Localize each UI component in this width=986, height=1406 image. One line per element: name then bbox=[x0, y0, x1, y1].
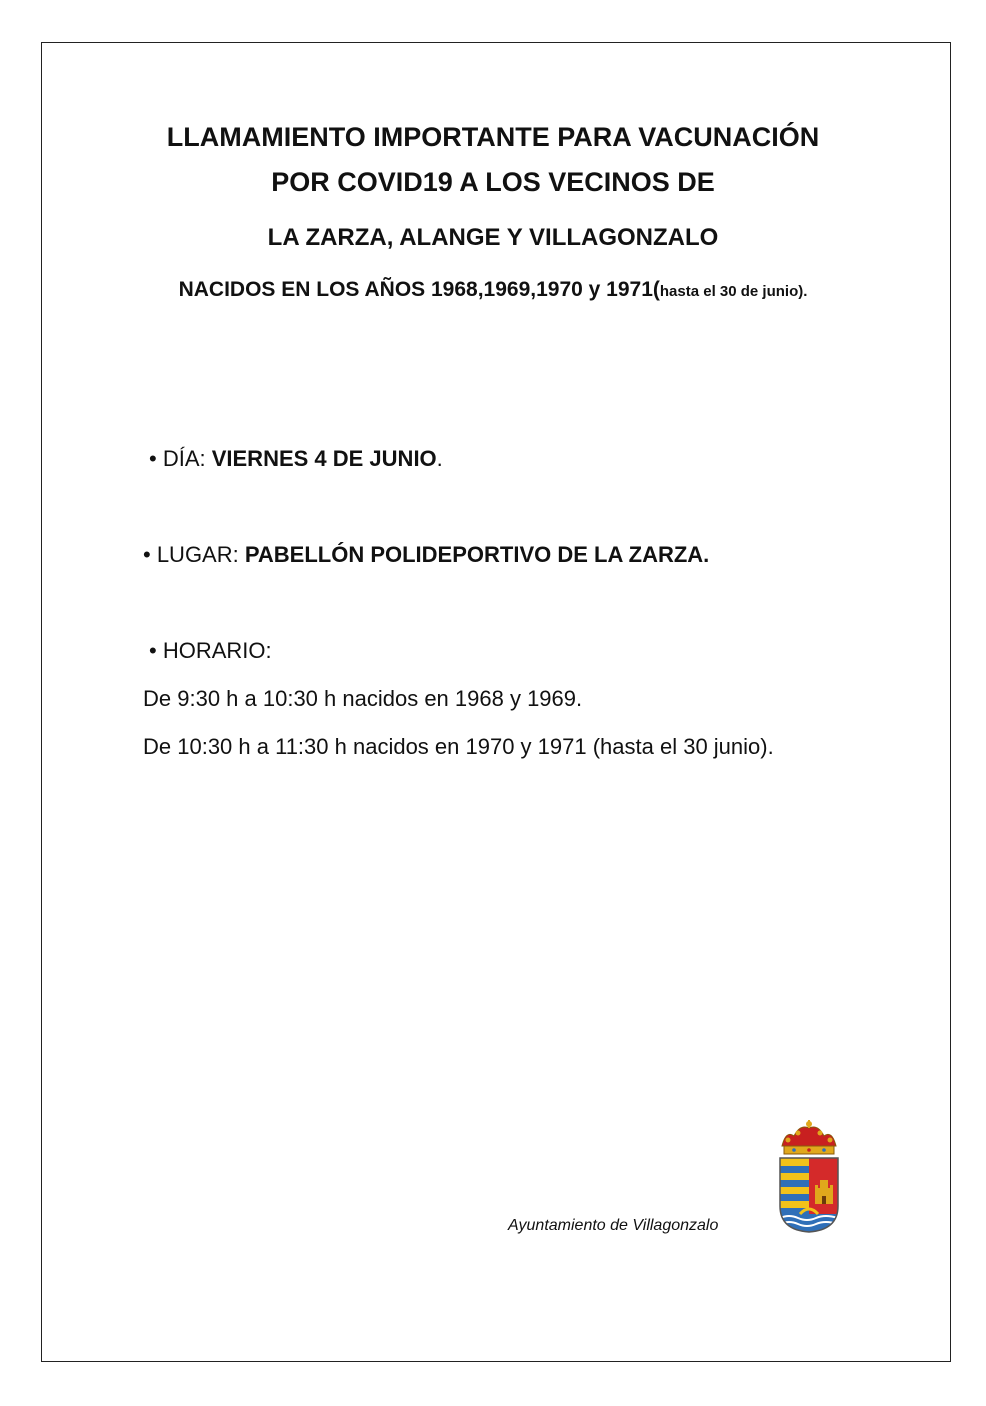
crown-icon bbox=[782, 1120, 836, 1154]
place-label: • LUGAR: bbox=[143, 542, 245, 567]
birth-years-note: hasta el 30 de junio). bbox=[659, 283, 808, 300]
schedule-heading: • HORARIO: bbox=[149, 638, 272, 663]
schedule-line-2: De 10:30 h a 11:30 h nacidos en 1970 y 1971 (hasta el 30 junio). bbox=[143, 734, 774, 759]
title-line-2: POR COVID19 A LOS VECINOS DE bbox=[271, 167, 715, 197]
issuer-signature: Ayuntamiento de Villagonzalo bbox=[508, 1217, 719, 1234]
coat-of-arms-icon bbox=[774, 1118, 844, 1236]
schedule-line-1: De 9:30 h a 10:30 h nacidos en 1968 y 1969. bbox=[143, 686, 583, 711]
day-value: VIERNES 4 DE JUNIO bbox=[211, 446, 437, 471]
title-line-towns: LA ZARZA, ALANGE Y VILLAGONZALO bbox=[267, 224, 719, 251]
birth-years-text: NACIDOS EN LOS AÑOS 1968,1969,1970 y 1971( bbox=[178, 278, 660, 301]
title-line-birth-years bbox=[0, 278, 986, 302]
shield-icon bbox=[780, 1158, 838, 1236]
day-label: • DÍA: bbox=[149, 446, 212, 471]
place-item bbox=[143, 542, 709, 568]
day-suffix: . bbox=[436, 446, 443, 471]
title-line-1: LLAMAMIENTO IMPORTANTE PARA VACUNACIÓN bbox=[166, 122, 820, 152]
day-item bbox=[149, 446, 443, 472]
place-value: PABELLÓN POLIDEPORTIVO DE LA ZARZA. bbox=[244, 542, 710, 567]
